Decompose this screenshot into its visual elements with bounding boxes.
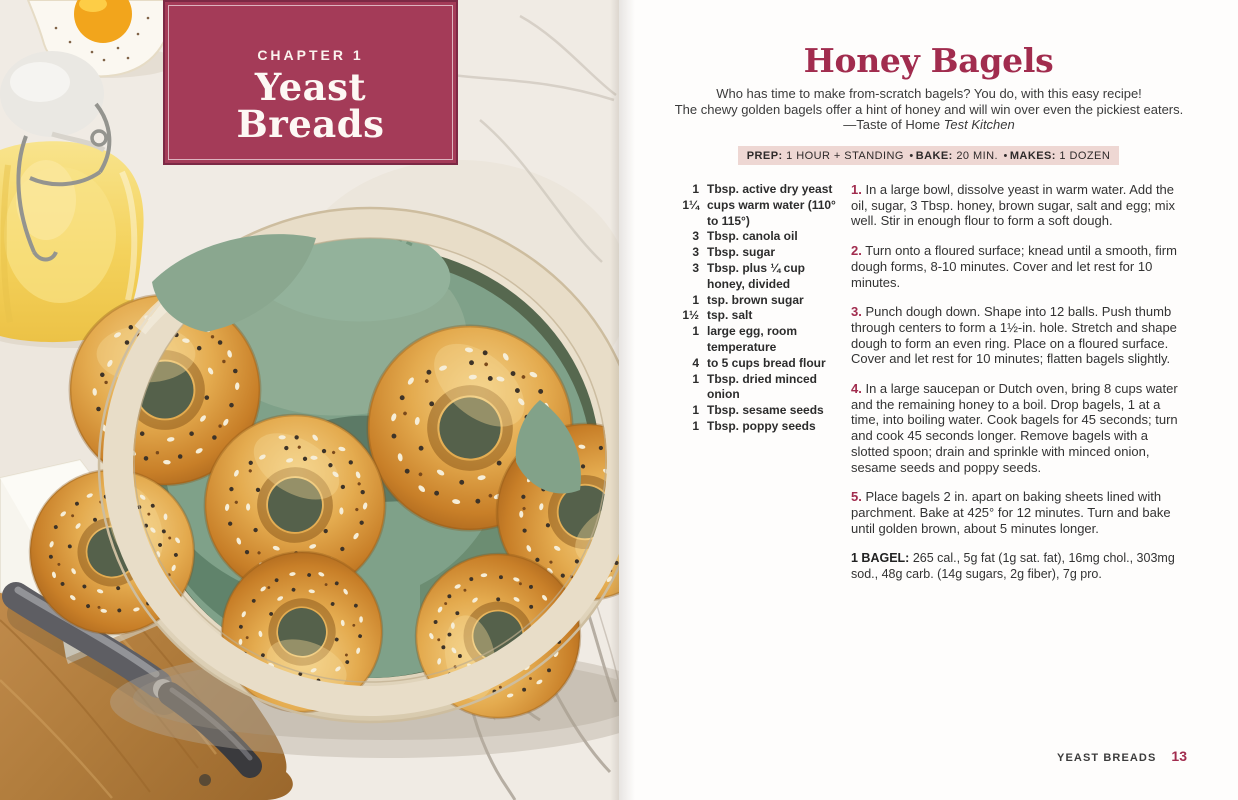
step-text: Punch dough down. Shape into 12 balls. Push thumb through centers to form a 1½-in. hole. Stretch and shape dough to form an even ring. Place on a floured surface. Cover and let rest for 10 minutes; flatten bagels slightly.	[851, 304, 1177, 367]
ingredient-name: to 5 cups bread flour	[707, 355, 826, 370]
ingredient-item	[675, 198, 855, 230]
ingredient-name: Tbsp. dried minced onion	[707, 371, 818, 402]
ingredient-item	[675, 229, 855, 245]
ingredient-name: Tbsp. canola oil	[707, 229, 798, 244]
direction-step	[851, 182, 1188, 229]
chapter-banner	[163, 0, 458, 165]
ingredient-item	[675, 356, 855, 372]
ingredient-quantity: 1	[692, 182, 699, 196]
step-number: 3.	[851, 304, 862, 320]
recipe-meta	[738, 146, 1120, 165]
step-text: Place bagels 2 in. apart on baking sheets lined with parchment. Bake at 425° for 12 minutes. Turn and bake until golden brown, about 5 minutes longer.	[851, 489, 1171, 536]
direction-step	[851, 489, 1188, 536]
recipe-intro	[649, 86, 1209, 133]
ingredient-name: cups warm water (110° to 115°)	[707, 197, 836, 228]
ingredient-item	[675, 261, 855, 293]
recipe-title: Honey Bagels	[803, 41, 1054, 80]
direction-step	[851, 381, 1188, 475]
ingredient-item	[675, 245, 855, 261]
meta-bullet: •	[909, 150, 914, 162]
ingredient-item	[675, 419, 855, 435]
step-text: In a large bowl, dissolve yeast in warm water. Add the oil, sugar, 3 Tbsp. honey, brown sugar, salt and egg; mix well. Stir in enough flour to form a soft dough.	[851, 182, 1175, 229]
ingredient-quantity: 1	[692, 292, 699, 307]
ingredient-item	[675, 324, 855, 356]
ingredient-item	[675, 182, 855, 198]
directions-list	[851, 182, 1188, 536]
nutrition-label: 1 BAGEL:	[851, 551, 910, 566]
makes-value: 1 DOZEN	[1055, 150, 1111, 162]
prep-value: 1 HOUR + STANDING	[782, 150, 908, 162]
byline-prefix: —Taste of Home	[843, 117, 944, 132]
ingredient-quantity: 4	[692, 355, 699, 370]
folio-page-number: 13	[1171, 748, 1187, 764]
byline-test-kitchen: Test Kitchen	[943, 117, 1015, 132]
ingredients-list	[675, 182, 855, 435]
ingredient-item	[675, 293, 855, 309]
ingredient-quantity: 1	[692, 403, 699, 418]
chapter-title	[165, 65, 456, 146]
recipe-page	[619, 0, 1238, 800]
ingredient-name: large egg, room temperature	[707, 324, 798, 354]
step-text: Turn onto a floured surface; knead until a smooth, firm dough forms, 8-10 minutes. Cover and let rest for 10 minutes.	[851, 243, 1177, 290]
step-number: 1.	[851, 182, 862, 197]
ingredient-name: Tbsp. sesame seeds	[707, 403, 824, 418]
ingredient-quantity: 1¼	[682, 197, 699, 212]
meta-bullet: •	[1003, 150, 1008, 162]
ingredient-name: Tbsp. plus ¼ cup honey, divided	[707, 260, 806, 291]
ingredient-name: tsp. brown sugar	[707, 292, 804, 307]
intro-line2: The chewy golden bagels offer a hint of honey and will win over even the pickiest eaters.	[674, 101, 1184, 117]
step-text: In a large saucepan or Dutch oven, bring 8 cups water and the remaining honey to a boil. Drop bagels, 1 at a time, into boiling water. Cook bagels for 45 seconds; turn and cook 45 seconds longer. Remove bagels with a slotted spoon; drain and sprinkle with minced onion, sesame seeds and poppy seeds.	[851, 381, 1178, 475]
ingredient-quantity: 1½	[682, 308, 699, 323]
step-number: 2.	[851, 243, 862, 259]
prep-label: PREP:	[746, 150, 783, 162]
nutrition-text: 265 cal., 5g fat (1g sat. fat), 16mg chol., 303mg sod., 48g carb. (14g sugars, 2g fiber), 7g pro.	[851, 551, 1175, 582]
ingredient-quantity: 3	[692, 245, 699, 260]
ingredient-quantity: 3	[692, 260, 699, 275]
ingredient-name: Tbsp. poppy seeds	[707, 418, 816, 433]
bake-label: BAKE:	[915, 150, 953, 162]
bake-value: 20 MIN.	[952, 150, 1002, 162]
ingredient-item	[675, 372, 855, 404]
makes-label: MAKES:	[1009, 150, 1056, 162]
directions-column	[851, 182, 1188, 583]
chapter-kicker: CHAPTER 1	[257, 47, 364, 63]
ingredient-name: Tbsp. active dry yeast	[707, 182, 833, 196]
folio-section-name: YEAST BREADS	[1057, 752, 1157, 764]
direction-step	[851, 243, 1188, 290]
recipe-byline	[843, 117, 1015, 132]
step-number: 4.	[851, 381, 862, 397]
ingredient-item	[675, 403, 855, 419]
page-folio	[1057, 748, 1187, 764]
ingredient-quantity: 1	[692, 324, 699, 339]
recipe-meta-bar	[619, 146, 1238, 165]
direction-step	[851, 304, 1188, 367]
step-number: 5.	[851, 489, 862, 505]
ingredient-quantity: 3	[692, 229, 699, 244]
chapter-title-line1: Yeast	[254, 65, 367, 109]
ingredient-item	[675, 308, 855, 324]
ingredient-quantity: 1	[692, 371, 699, 386]
ingredient-name: Tbsp. sugar	[707, 245, 776, 260]
ingredient-name: tsp. salt	[707, 308, 753, 323]
ingredient-quantity: 1	[692, 418, 699, 433]
intro-line1: Who has time to make from-scratch bagels? You do, with this easy recipe!	[716, 86, 1142, 101]
chapter-title-line2: Breads	[236, 102, 385, 146]
nutrition-facts	[851, 551, 1188, 582]
